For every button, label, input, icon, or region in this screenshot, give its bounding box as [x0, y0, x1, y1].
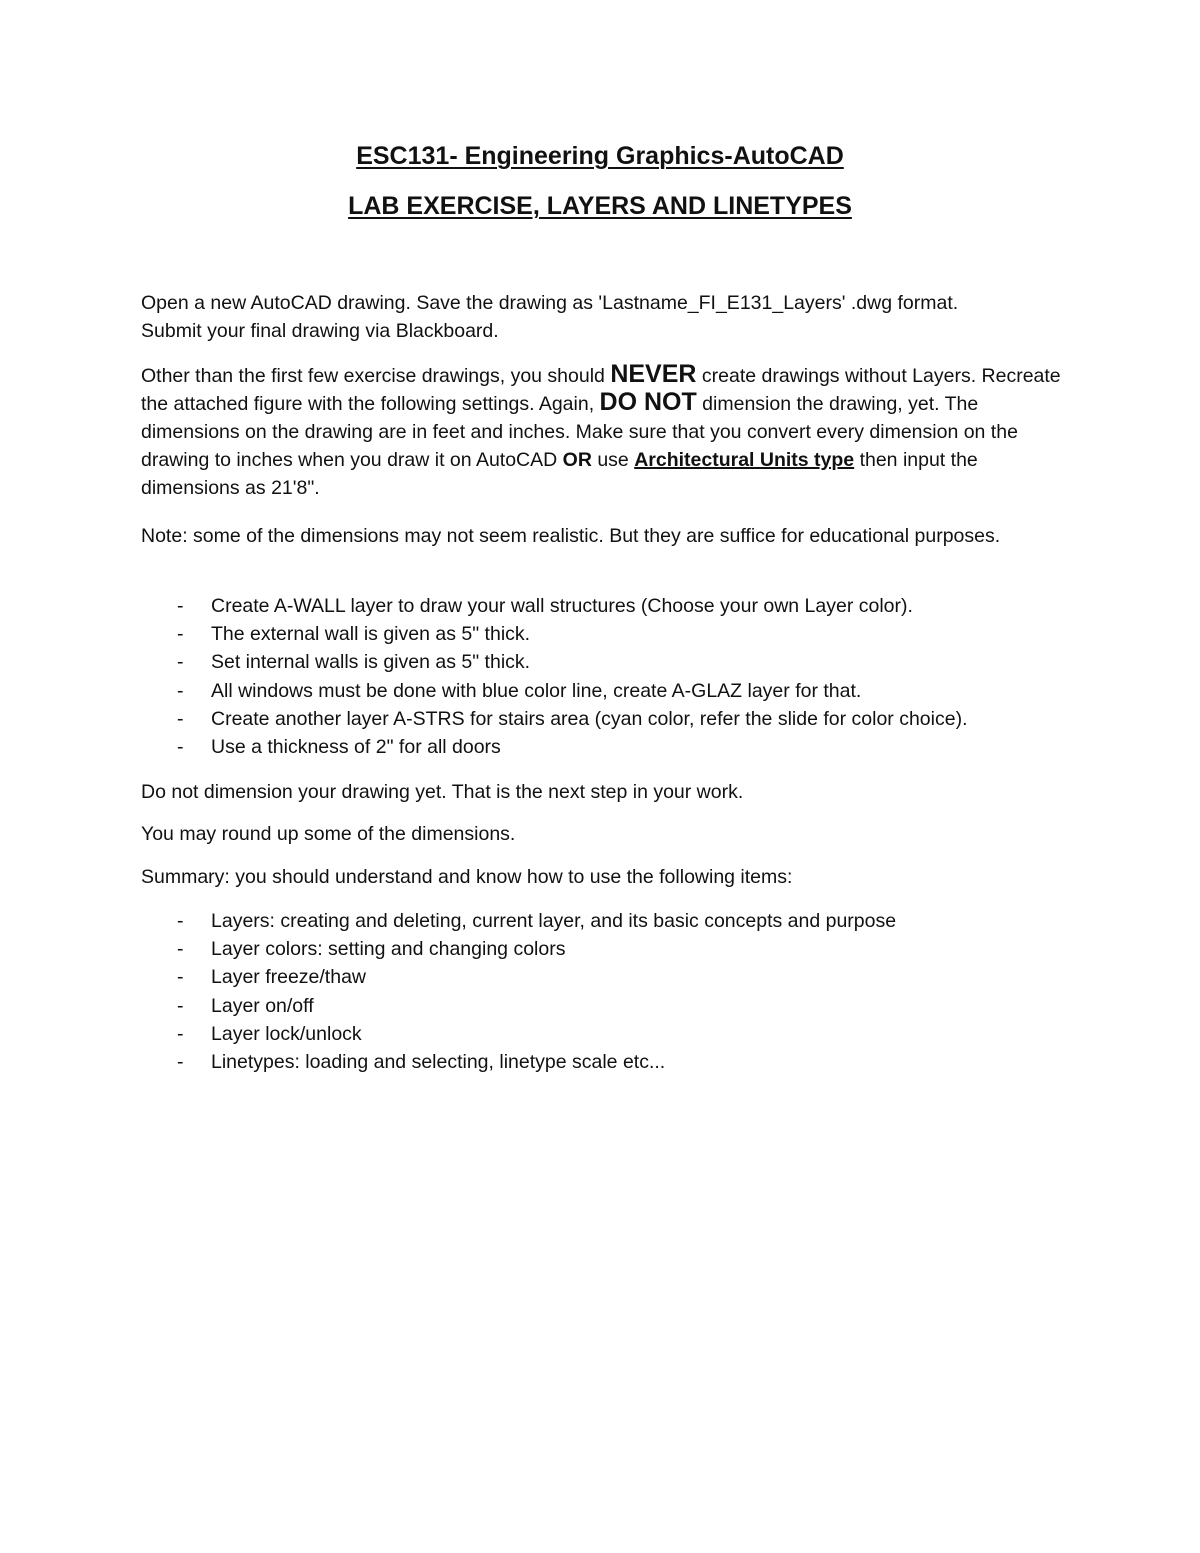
settings-list-block: [141, 592, 1071, 761]
list-item: [141, 592, 1071, 620]
list-item: [141, 1048, 1071, 1076]
list-item: [141, 1020, 1071, 1048]
list-item: [141, 935, 1071, 963]
dash-bullet: -: [177, 1050, 184, 1073]
summary-paragraph: [141, 863, 1071, 891]
intro-line-2: Submit your final drawing via Blackboard.: [141, 320, 499, 342]
list-item-text: Layer colors: setting and changing colors: [211, 938, 566, 961]
summary-list-block: [141, 907, 1071, 1076]
list-item-text: Set internal walls is given as 5" thick.: [211, 651, 531, 674]
dash-bullet: -: [177, 994, 184, 1017]
document-subtitle: LAB EXERCISE, LAYERS AND LINETYPES: [348, 192, 852, 220]
instructions-paragraph: [141, 362, 1071, 502]
intro-paragraph: [141, 289, 1071, 345]
dash-bullet: -: [177, 735, 184, 758]
list-item-text: Create another layer A-STRS for stairs area (cyan color, refer the slide for color choice).: [211, 707, 968, 730]
settings-list: [141, 592, 1071, 761]
round-up-paragraph: [141, 820, 1071, 848]
dash-bullet: -: [177, 623, 184, 646]
instructions-part-1: Other than the first few exercise drawings, you should: [141, 365, 611, 387]
note-text: Note: some of the dimensions may not seem realistic. But they are suffice for educational purposes.: [141, 525, 1001, 547]
never-emphasis: NEVER: [610, 360, 697, 388]
list-item-text: The external wall is given as 5" thick.: [211, 623, 531, 646]
list-item-text: Linetypes: loading and selecting, linetype scale etc...: [211, 1050, 666, 1073]
dash-bullet: -: [177, 938, 184, 961]
list-item: [141, 733, 1071, 761]
instructions-part-5: then input the dimensions as 21'8".: [141, 449, 978, 499]
instructions-part-2: create drawings without Layers. Recreate the attached figure with the following settings. Again,: [141, 365, 1061, 415]
list-item: [141, 963, 1071, 991]
dash-bullet: -: [177, 1022, 184, 1045]
do-not-dimension-paragraph: [141, 778, 1071, 806]
list-item: [141, 648, 1071, 676]
dash-bullet: -: [177, 679, 184, 702]
list-item-text: Layers: creating and deleting, current layer, and its basic concepts and purpose: [211, 910, 897, 932]
architectural-units-emphasis: Architectural Units type: [634, 449, 855, 471]
list-item-text: All windows must be done with blue color line, create A-GLAZ layer for that.: [211, 679, 862, 702]
summary-intro: Summary: you should understand and know how to use the following items:: [141, 866, 793, 888]
summary-list: [141, 907, 1071, 1076]
list-item: [141, 677, 1071, 705]
list-item: [141, 907, 1071, 935]
list-item-text: Use a thickness of 2" for all doors: [211, 735, 501, 758]
dash-bullet: -: [177, 910, 184, 932]
list-item-text: Layer on/off: [211, 994, 314, 1017]
dash-bullet: -: [177, 966, 184, 989]
instructions-part-4: use: [591, 449, 635, 471]
or-emphasis: OR: [562, 449, 592, 471]
round-up-text: You may round up some of the dimensions.: [141, 823, 516, 845]
list-item: [141, 992, 1071, 1020]
list-item: [141, 705, 1071, 733]
do-not-dimension-text: Do not dimension your drawing yet. That is the next step in your work.: [141, 781, 744, 803]
list-item-text: Layer freeze/thaw: [211, 966, 367, 989]
dash-bullet: -: [177, 707, 184, 730]
note-paragraph: [141, 522, 1071, 550]
list-item-text: Create A-WALL layer to draw your wall structures (Choose your own Layer color).: [211, 595, 913, 617]
document-title: ESC131- Engineering Graphics-AutoCAD: [356, 142, 844, 170]
dash-bullet: -: [177, 651, 184, 674]
intro-line-1: Open a new AutoCAD drawing. Save the drawing as 'Lastname_FI_E131_Layers' .dwg format.: [141, 292, 959, 314]
do-not-emphasis: DO NOT: [599, 388, 697, 416]
list-item: [141, 620, 1071, 648]
instructions-part-3: dimension the drawing, yet. The dimensions on the drawing are in feet and inches. Make sure that you convert every dimension on the drawing to inches when you draw it on AutoCAD: [141, 393, 1018, 471]
dash-bullet: -: [177, 595, 184, 617]
list-item-text: Layer lock/unlock: [211, 1022, 362, 1045]
